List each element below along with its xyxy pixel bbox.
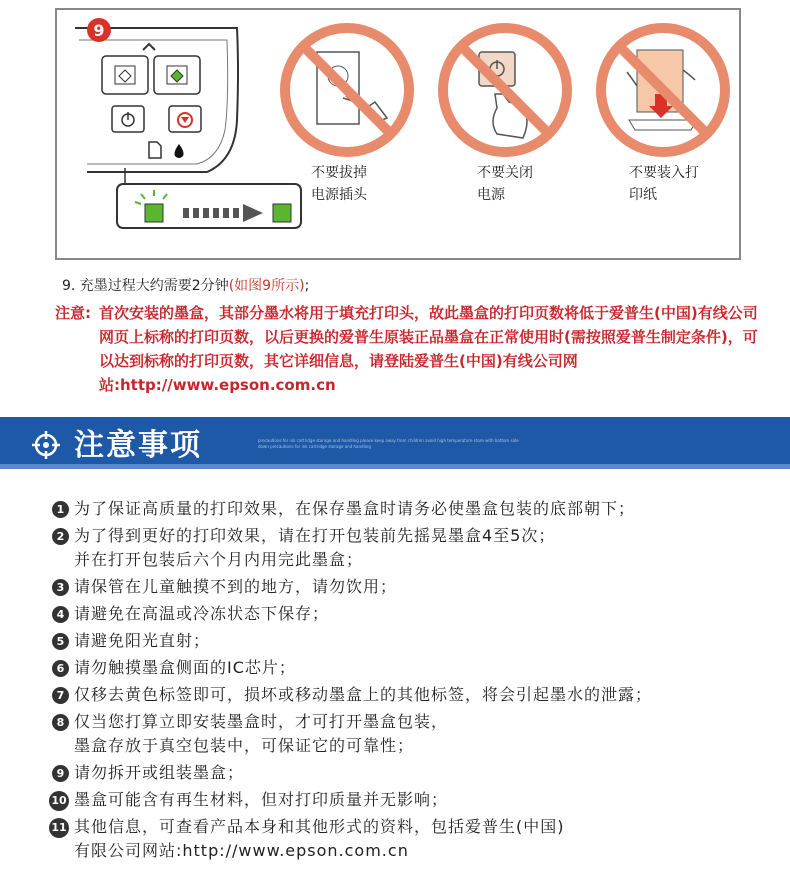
item-text: 请避免阳光直射； <box>74 631 211 650</box>
caption-line: 印纸 <box>629 187 657 203</box>
no-unplug-icon <box>285 28 409 152</box>
caption-no-power-off <box>477 162 572 206</box>
banner-fine-print: precautions for ink cartridge storage and handling please keep away from children avoid high temperature store with bottom side down precautions for ink cartridge storage and handling <box>258 438 519 449</box>
item-number: 1 <box>52 501 69 518</box>
step-note <box>62 275 309 295</box>
printer-panel-illustration <box>57 10 743 262</box>
caption-no-unplug <box>311 162 406 206</box>
list-item <box>52 524 782 572</box>
caption-line: 电源插头 <box>311 187 367 203</box>
precautions-list <box>52 497 782 866</box>
item-number: 10 <box>49 791 69 811</box>
step-note-figure-ref: (如图9所示) <box>228 278 305 294</box>
caption-line: 不要关闭 <box>477 165 533 181</box>
crosshair-icon <box>30 429 62 461</box>
step-note-text: 9. 充墨过程大约需要2分钟 <box>62 278 229 294</box>
item-text: 仅移去黄色标签即可，损坏或移动墨盒上的其他标签，将会引起墨水的泄露； <box>74 685 653 704</box>
item-text: 墨盒可能含有再生材料，但对打印质量并无影响； <box>74 790 449 809</box>
caption-line: 不要装入打 <box>629 165 699 181</box>
caption-line: 电源 <box>477 187 505 203</box>
item-number: 5 <box>52 633 69 650</box>
list-item <box>52 629 782 653</box>
item-number: 3 <box>52 579 69 596</box>
item-number: 7 <box>52 687 69 704</box>
item-text-continued: 有限公司网站:http://www.epson.com.cn <box>74 841 409 860</box>
item-number: 4 <box>52 606 69 623</box>
no-load-paper-icon <box>601 28 725 152</box>
list-item <box>52 710 782 758</box>
list-item <box>52 815 782 863</box>
list-item <box>52 683 782 707</box>
list-item <box>52 602 782 626</box>
item-text: 为了保证高质量的打印效果，在保存墨盒时请务必使墨盒包装的底部朝下； <box>74 499 636 518</box>
caption-line: 不要拔掉 <box>311 165 367 181</box>
item-text: 为了得到更好的打印效果，请在打开包装前先摇晃墨盒4至5次； <box>74 526 556 545</box>
item-text: 仅当您打算立即安装墨盒时，才可打开墨盒包装， <box>74 712 449 731</box>
list-item <box>52 656 782 680</box>
item-number: 6 <box>52 660 69 677</box>
item-number: 9 <box>52 765 69 782</box>
section-title: 注意事项 <box>74 428 202 463</box>
list-item <box>52 788 782 812</box>
no-power-off-icon <box>443 28 567 152</box>
item-number: 2 <box>52 528 69 545</box>
list-item <box>52 575 782 599</box>
warning-label: 注意: <box>55 304 91 322</box>
list-item <box>52 761 782 785</box>
figure-9 <box>55 8 741 260</box>
list-item <box>52 497 782 521</box>
item-number: 11 <box>49 818 69 838</box>
item-text: 请保管在儿童触摸不到的地方，请勿饮用； <box>74 577 398 596</box>
item-text-continued: 并在打开包装后六个月内用完此墨盒； <box>74 550 364 569</box>
item-number: 8 <box>52 714 69 731</box>
item-text-continued: 墨盒存放于真空包装中，可保证它的可靠性； <box>74 736 415 755</box>
item-text: 请避免在高温或冷冻状态下保存； <box>74 604 330 623</box>
step-badge-number: 9 <box>93 21 105 40</box>
step-note-end: ; <box>304 278 310 294</box>
item-text: 请勿触摸墨盒侧面的IC芯片； <box>74 658 296 677</box>
banner-strip <box>0 464 790 469</box>
item-text: 请勿拆开或组装墨盒； <box>74 763 245 782</box>
caption-no-load-paper <box>629 162 724 206</box>
warning-text: 首次安装的墨盒，其部分墨水将用于填充打印头，故此墨盒的打印页数将低于爱普生(中国)有线公司网页上标称的打印页数，以后更换的爱普生原装正品墨盒在正常使用时(需按照爱普生制定条件)，可以达到标称的打印页数，其它详细信息，请登陆爱普生(中国)有线公司网站:http://www.epson.com.cn <box>99 304 758 394</box>
item-text: 其他信息，可查看产品本身和其他形式的资料，包括爱普生(中国) <box>74 817 565 836</box>
